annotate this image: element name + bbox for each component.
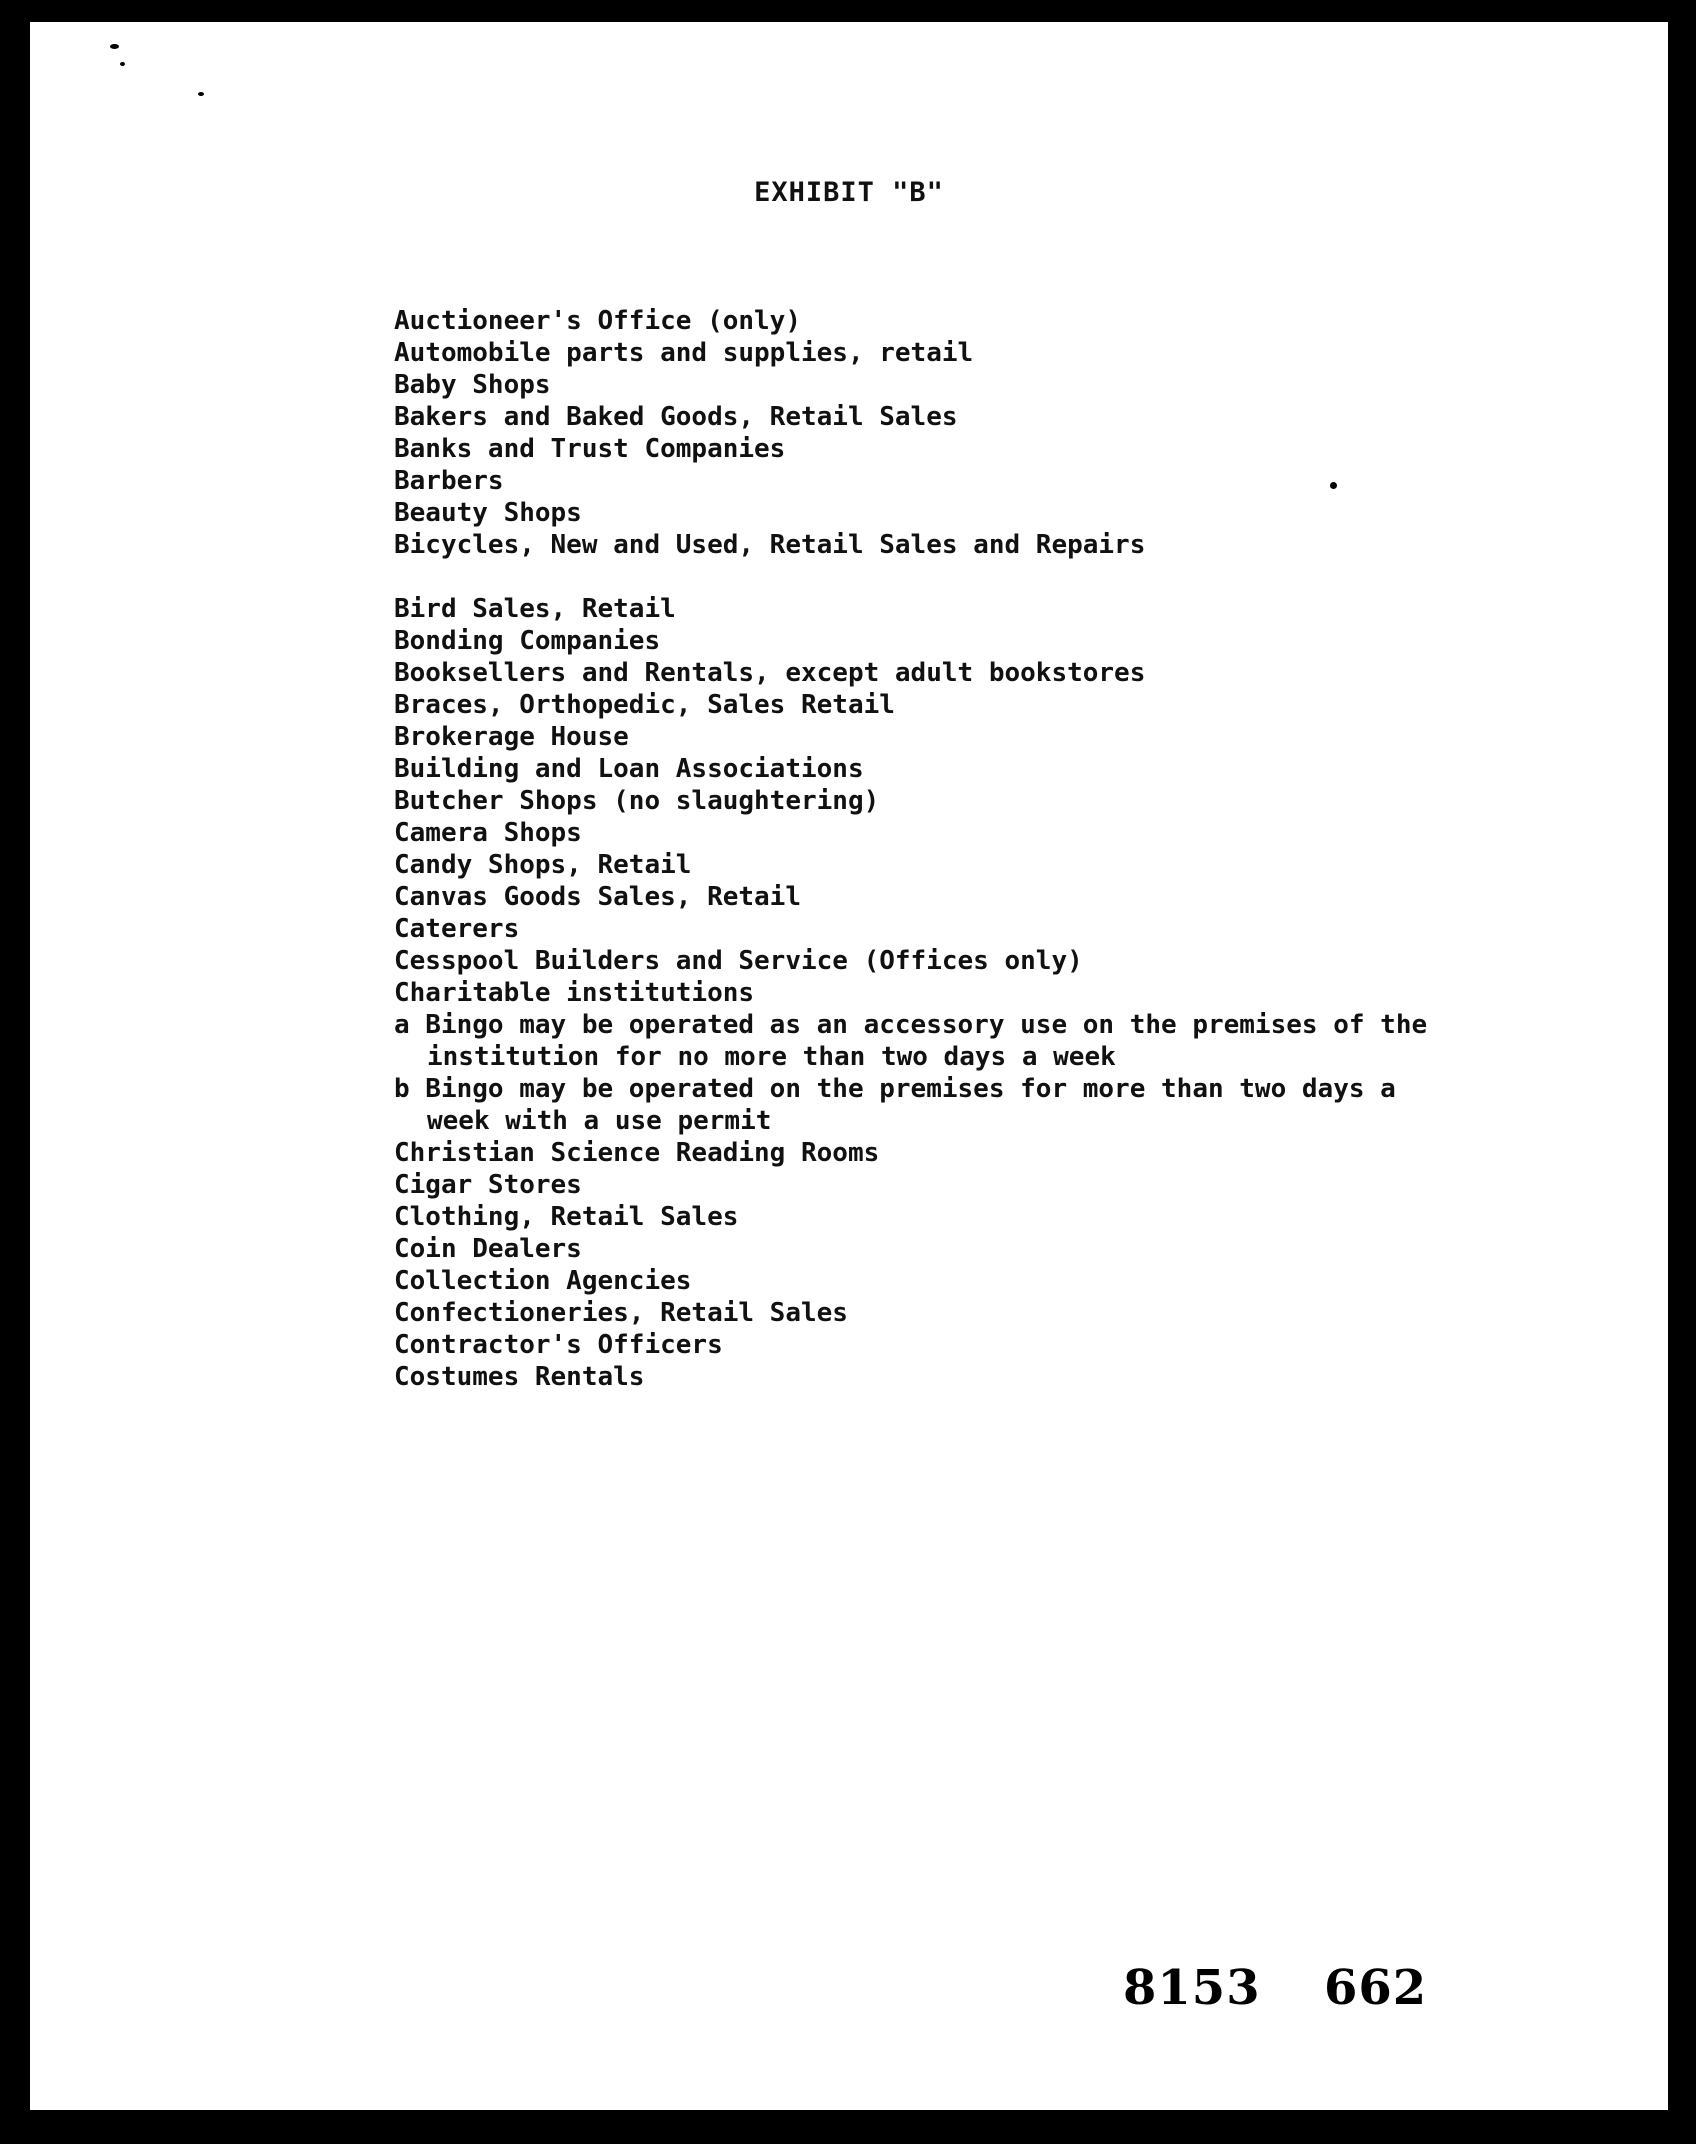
sub-item: b Bingo may be operated on the premises for more than two days a — [394, 1074, 1396, 1104]
scan-speck — [120, 62, 125, 66]
list-item: Bird Sales, Retail — [394, 594, 676, 624]
scan-speck — [198, 92, 204, 96]
list-item: Baby Shops — [394, 370, 551, 400]
list-item: Butcher Shops (no slaughtering) — [394, 786, 880, 816]
list-item: Building and Loan Associations — [394, 754, 864, 784]
list-item: Confectioneries, Retail Sales — [394, 1298, 848, 1328]
list-item: Caterers — [394, 914, 520, 944]
list-item: Coin Dealers — [394, 1234, 582, 1264]
list-item: Canvas Goods Sales, Retail — [394, 882, 801, 912]
list-item: Costumes Rentals — [394, 1362, 645, 1392]
exhibit-title: EXHIBIT "B" — [754, 177, 944, 208]
document-page — [30, 22, 1668, 2110]
scan-speck — [1330, 482, 1337, 489]
list-item: Cesspool Builders and Service (Offices only) — [394, 946, 1083, 976]
page-number-stamp: 662 — [1324, 1960, 1428, 2016]
list-item: Banks and Trust Companies — [394, 434, 786, 464]
list-item: Clothing, Retail Sales — [394, 1202, 739, 1232]
sub-item-continuation: institution for no more than two days a week — [427, 1042, 1116, 1072]
scan-speck — [110, 44, 119, 49]
list-item: Braces, Orthopedic, Sales Retail — [394, 690, 895, 720]
list-item: Auctioneer's Office (only) — [394, 306, 801, 336]
list-item: Beauty Shops — [394, 498, 582, 528]
list-item: Candy Shops, Retail — [394, 850, 692, 880]
use-list — [394, 305, 1427, 1393]
list-item: Charitable institutions — [394, 978, 755, 1008]
sub-item: a Bingo may be operated as an accessory use on the premises of the — [394, 1010, 1428, 1040]
edge-artifact — [30, 512, 44, 602]
list-item: Brokerage House — [394, 722, 629, 752]
list-item: Christian Science Reading Rooms — [394, 1138, 880, 1168]
list-item: Camera Shops — [394, 818, 582, 848]
list-item: Automobile parts and supplies, retail — [394, 338, 974, 368]
list-item: Barbers — [394, 466, 504, 496]
list-item: Bicycles, New and Used, Retail Sales and Repairs — [394, 530, 1146, 560]
list-item: Bakers and Baked Goods, Retail Sales — [394, 402, 958, 432]
list-item: Contractor's Officers — [394, 1330, 723, 1360]
book-number-stamp: 8153 — [1123, 1960, 1261, 2016]
list-item: Cigar Stores — [394, 1170, 582, 1200]
list-item: Collection Agencies — [394, 1266, 692, 1296]
sub-item-continuation: week with a use permit — [427, 1106, 772, 1136]
list-item: Booksellers and Rentals, except adult bookstores — [394, 658, 1146, 688]
list-item: Bonding Companies — [394, 626, 661, 656]
